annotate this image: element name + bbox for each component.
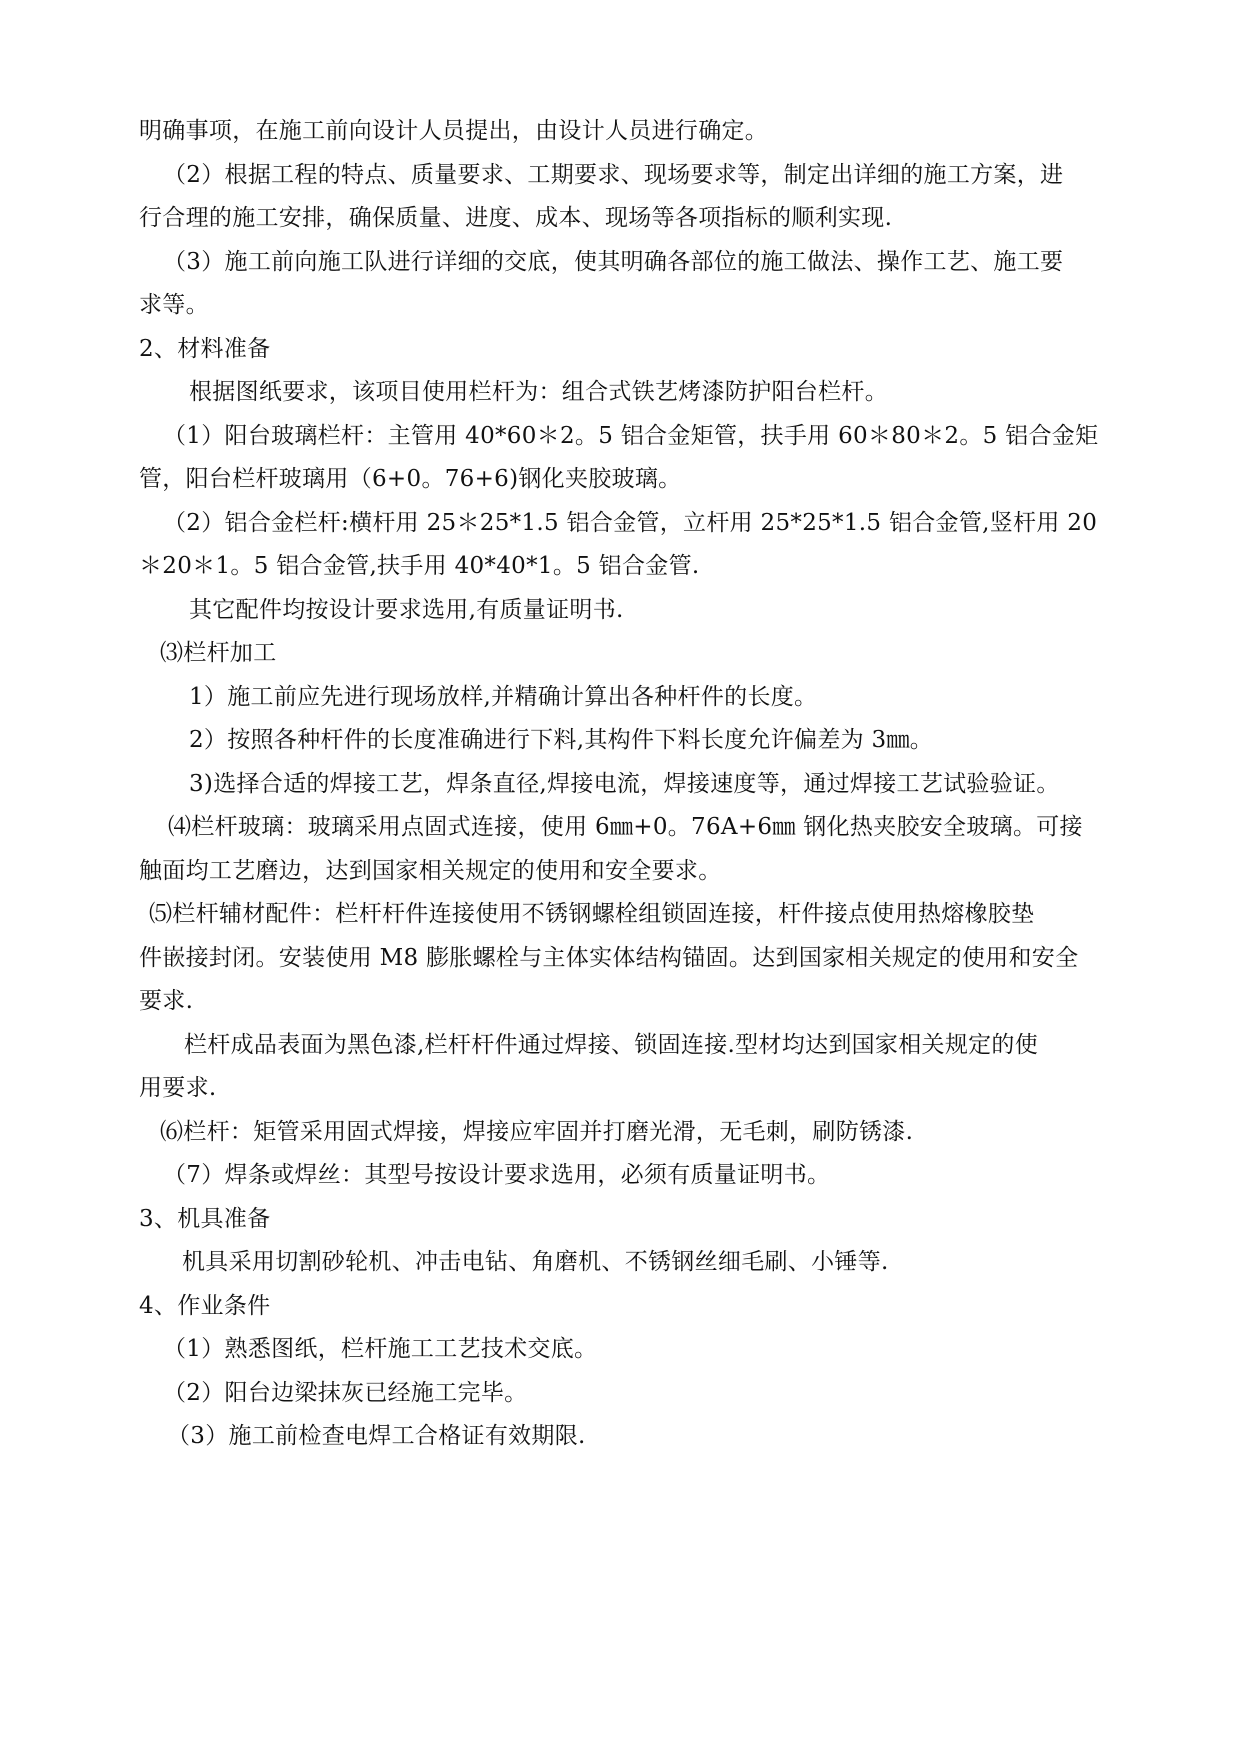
section-heading: 4、作业条件 xyxy=(139,1293,271,1319)
text-line: 其它配件均按设计要求选用,有质量证明书. xyxy=(189,597,624,623)
text-line: 3)选择合适的焊接工艺，焊条直径,焊接电流，焊接速度等，通过焊接工艺试验验证。 xyxy=(189,771,1060,797)
text-line: 用要求. xyxy=(139,1075,217,1101)
text-line: 触面均工艺磨边，达到国家相关规定的使用和安全要求。 xyxy=(139,858,722,884)
text-line: ⑹栏杆：矩管采用固式焊接，焊接应牢固并打磨光滑，无毛刺，刷防锈漆. xyxy=(160,1119,914,1145)
text-line: 行合理的施工安排，确保质量、进度、成本、现场等各项指标的顺利实现. xyxy=(139,205,893,231)
text-line: （1）熟悉图纸，栏杆施工工艺技术交底。 xyxy=(163,1336,598,1362)
text-line: ＊20＊1。5 铝合金管,扶手用 40*40*1。5 铝合金管. xyxy=(139,553,700,579)
text-line: 2）按照各种杆件的长度准确进行下料,其构件下料长度允许偏差为 3㎜。 xyxy=(189,727,934,753)
text-line: 1）施工前应先进行现场放样,并精确计算出各种杆件的长度。 xyxy=(189,684,818,710)
text-line: 栏杆成品表面为黑色漆,栏杆杆件通过焊接、锁固连接.型材均达到国家相关规定的使 xyxy=(184,1032,1039,1058)
section-heading: 2、材料准备 xyxy=(139,336,271,362)
text-line: 管，阳台栏杆玻璃用（6+0。76+6)钢化夹胶玻璃。 xyxy=(139,466,682,492)
text-line: （3）施工前检查电焊工合格证有效期限. xyxy=(167,1423,586,1449)
section-heading: 3、机具准备 xyxy=(139,1206,271,1232)
text-line: 机具采用切割砂轮机、冲击电钻、角磨机、不锈钢丝细毛刷、小锤等. xyxy=(182,1249,889,1275)
text-line: （3）施工前向施工队进行详细的交底，使其明确各部位的施工做法、操作工艺、施工要 xyxy=(163,249,1064,275)
text-line: ⑷栏杆玻璃：玻璃采用点固式连接，使用 6㎜+0。76A+6㎜ 钢化热夹胶安全玻璃。可接 xyxy=(168,814,1083,840)
text-line: ⑸栏杆辅材配件：栏杆杆件连接使用不锈钢螺栓组锁固连接，杆件接点使用热熔橡胶垫 xyxy=(149,901,1035,927)
text-line: （2）阳台边梁抹灰已经施工完毕。 xyxy=(163,1380,528,1406)
text-line: 件嵌接封闭。安装使用 M8 膨胀螺栓与主体实体结构锚固。达到国家相关规定的使用和安全 xyxy=(139,945,1079,971)
text-line: 要求. xyxy=(139,988,194,1014)
text-line: （2）根据工程的特点、质量要求、工期要求、现场要求等，制定出详细的施工方案，进 xyxy=(163,162,1064,188)
text-line: （1）阳台玻璃栏杆：主管用 40*60＊2。5 铝合金矩管，扶手用 60＊80＊2。5 铝合金矩 xyxy=(163,423,1099,449)
text-line: （7）焊条或焊丝：其型号按设计要求选用，必须有质量证明书。 xyxy=(163,1162,831,1188)
text-line: 根据图纸要求，该项目使用栏杆为：组合式铁艺烤漆防护阳台栏杆。 xyxy=(189,379,888,405)
text-line: （2）铝合金栏杆:横杆用 25＊25*1.5 铝合金管，立杆用 25*25*1.5 铝合金管,竖杆用 20 xyxy=(163,510,1098,536)
text-line: 求等。 xyxy=(139,292,209,318)
text-line: 明确事项，在施工前向设计人员提出，由设计人员进行确定。 xyxy=(139,118,769,144)
text-line: ⑶栏杆加工 xyxy=(160,640,277,666)
